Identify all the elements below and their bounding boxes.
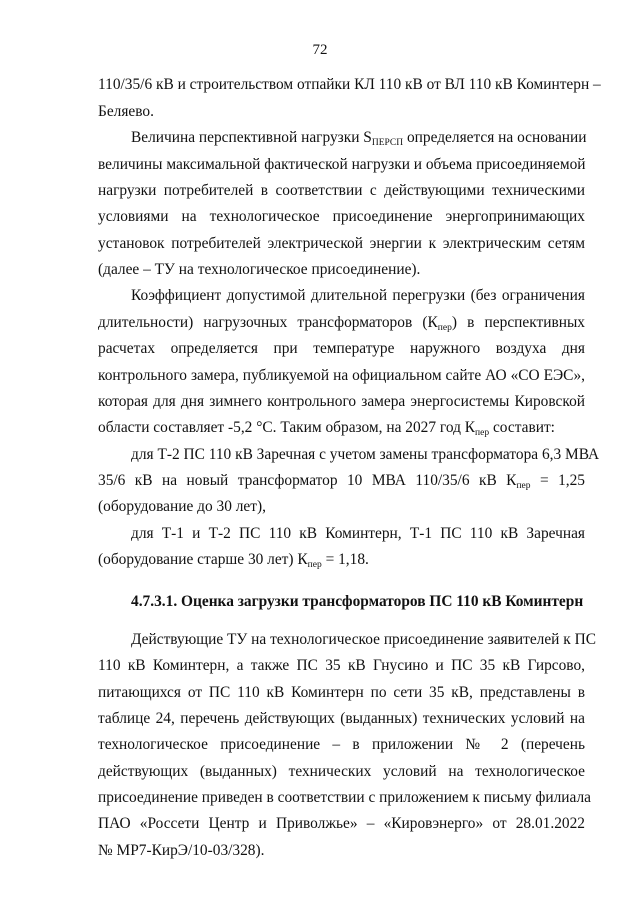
text-line: присоединение приведен в соответствии с приложением к письму филиала [98,789,591,806]
text-line: Беляево. [98,103,154,120]
text-line: (далее – ТУ на технологическое присоединение). [98,261,421,278]
text-fragment: составит: [489,419,555,436]
text-fragment: области составляет -5,2 °С. Таким образом, на 2027 год К [98,419,476,436]
text-line: № МР7-КирЭ/10-03/328). [98,842,265,859]
text-fragment: (оборудование старше 30 лет) К [98,551,308,568]
text-line: установок потребителей электрической энергии к электрическим сетям [98,235,585,252]
text-line: ПАО «Россети Центр и Приволжье» – «Кировэнерго» от 28.01.2022 [98,815,585,832]
text-fragment: = 1,18. [321,551,369,568]
text-line: расчетах определяется при температуре наружного воздуха дня [98,340,585,357]
text-line: Действующие ТУ на технологическое присоединение заявителей к ПС [131,631,596,648]
text-line: (оборудование до 30 лет), [98,498,266,515]
page-number: 72 [312,42,328,58]
subscript: пер [437,323,452,333]
text-line: 110 кВ Коминтерн, а также ПС 35 кВ Гнусино и ПС 35 кВ Гирсово, [98,657,585,674]
subscript: пер [475,428,490,438]
text-fragment: ) в перспективных [451,314,585,331]
text-line: нагрузки потребителей в соответствии с действующими техническими [98,182,585,199]
text-line: действующих (выданных) технических условий на технологическое [98,763,585,780]
text-line: 110/35/6 кВ и строительством отпайки КЛ 110 кВ от ВЛ 110 кВ Коминтерн – [98,76,601,93]
text-line: таблице 24, перечень действующих (выданных) технических условий на [98,710,585,727]
text-fragment: длительности) нагрузочных трансформаторов (К [98,314,438,331]
text-line [131,129,585,147]
text-line: технологическое присоединение – в приложении № 2 (перечень [98,736,585,753]
text-line: для Т-2 ПС 110 кВ Заречная с учетом замены трансформатора 6,3 МВА [131,446,600,463]
subscript: пер [307,560,322,570]
text-line: величины максимальной фактической нагрузки и объема присоединяемой [98,156,586,173]
text-fragment: 35/6 кВ на новый трансформатор 10 МВА 110/35/6 кВ К [98,472,517,489]
text-line [98,419,585,437]
text-line: контрольного замера, публикуемой на официальном сайте АО «СО ЕЭС», [98,367,585,384]
text-line [98,314,585,332]
section-heading: 4.7.3.1. Оценка загрузки трансформаторов ПС 110 кВ Коминтерн [131,593,584,610]
text-line: которая для дня зимнего контрольного замера энергосистемы Кировской [98,393,585,410]
text-line: питающихся от ПС 110 кВ Коминтерн по сети 35 кВ, представлены в [98,684,585,701]
text-fragment: определяется на основании [403,129,587,146]
text-line: условиями на технологическое присоединение энергопринимающих [98,208,585,225]
text-line [98,472,585,490]
subscript: ПЕРСП [371,138,404,148]
text-line [98,551,585,569]
text-fragment: = 1,25 [530,472,586,489]
text-line: для Т-1 и Т-2 ПС 110 кВ Коминтерн, Т-1 ПС 110 кВ Заречная [131,525,585,542]
text-line: Коэффициент допустимой длительной перегрузки (без ограничения [131,287,585,304]
subscript: пер [516,481,531,491]
text-fragment: Величина перспективной нагрузки S [131,129,372,146]
